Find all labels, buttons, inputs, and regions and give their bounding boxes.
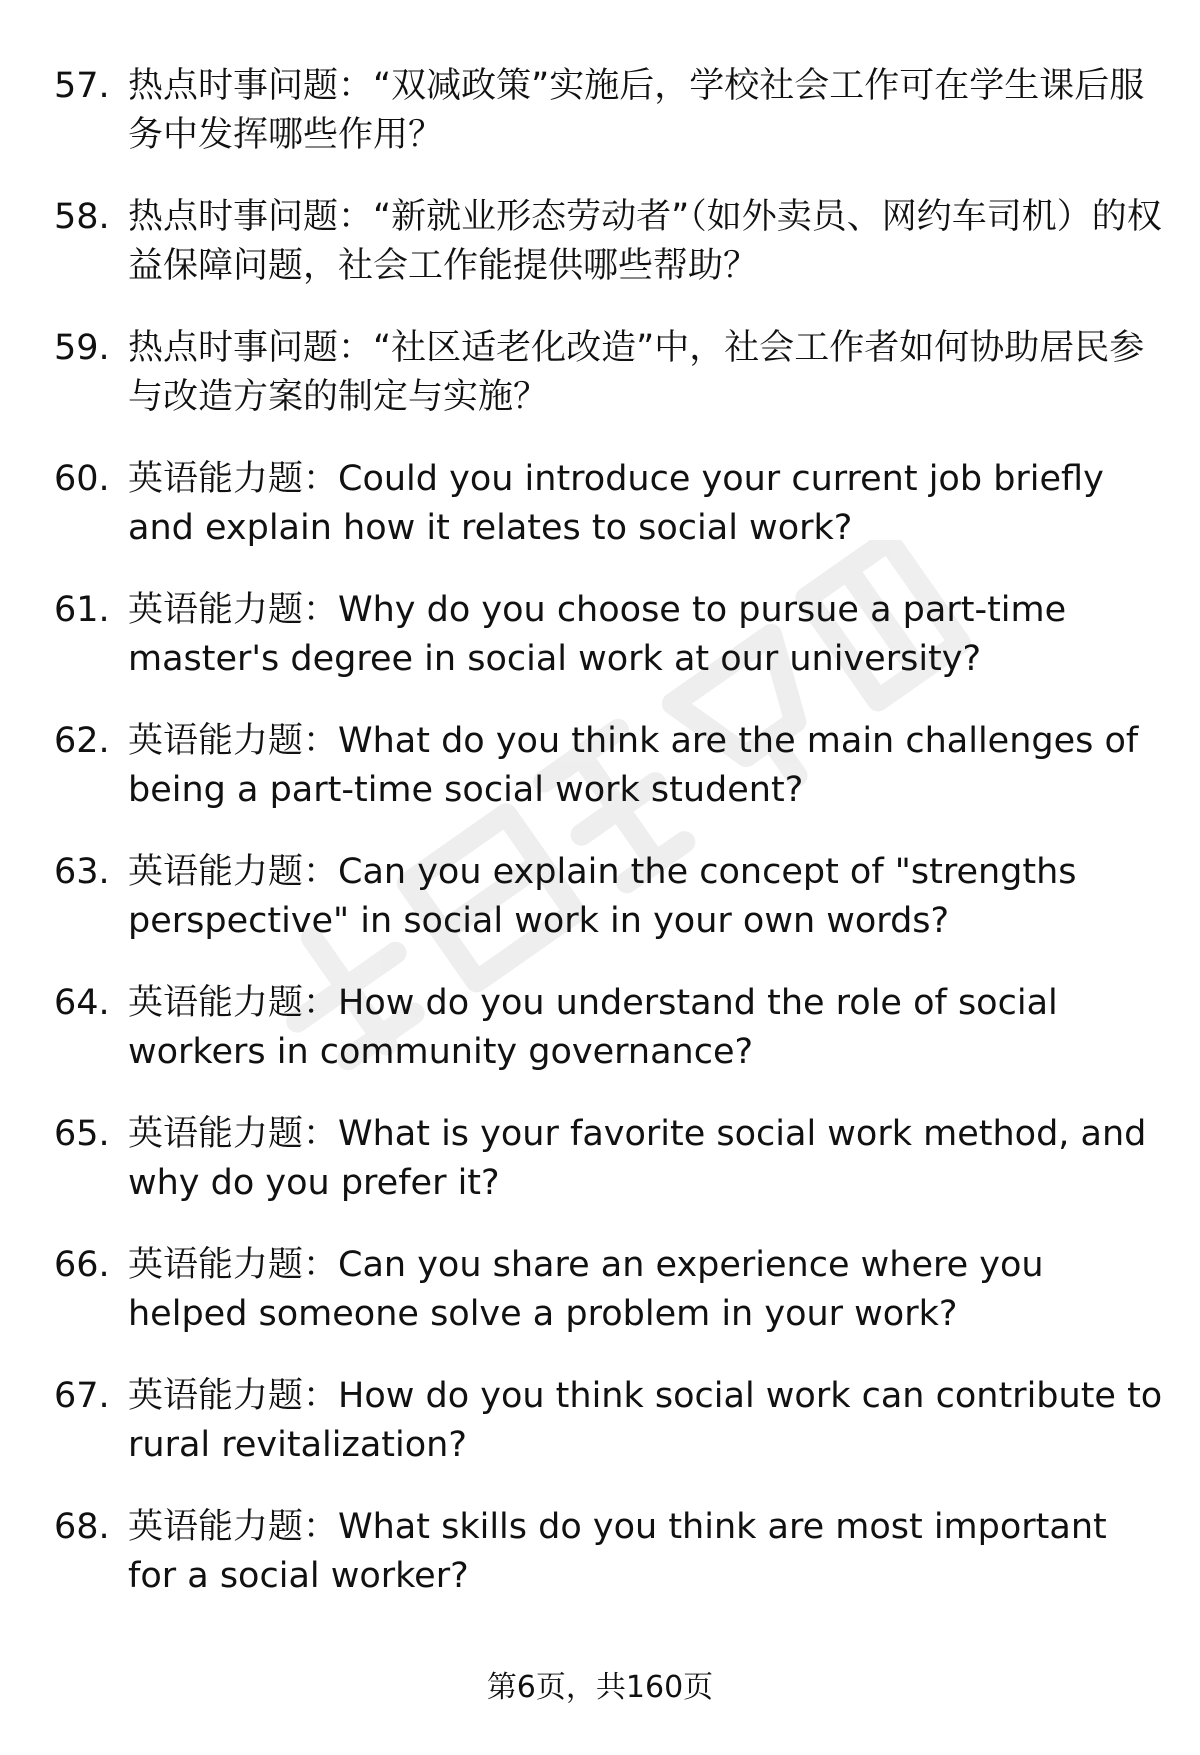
question-number: 63. [54, 852, 110, 892]
question-item [54, 1503, 1164, 1601]
question-text: 英语能力题：What do you think are the main challenges of being a part-time social work student? [128, 721, 1139, 810]
question-number: 64. [54, 983, 110, 1023]
question-number: 57. [54, 66, 110, 106]
question-item [54, 62, 1164, 160]
question-number: 60. [54, 459, 110, 499]
question-number: 59. [54, 328, 110, 368]
page-footer: 第6页，共160页 [486, 1670, 714, 1705]
question-item [54, 1241, 1164, 1339]
question-list [54, 62, 1164, 1634]
question-text: 英语能力题：Can you share an experience where you helped someone solve a problem in your work? [128, 1245, 1044, 1334]
question-text: 英语能力题：What is your favorite social work method, and why do you prefer it? [128, 1114, 1147, 1203]
question-item [54, 979, 1164, 1077]
question-number: 67. [54, 1376, 110, 1416]
question-item [54, 193, 1164, 291]
question-text: 英语能力题：Can you explain the concept of "strengths perspective" in social work in your own words? [128, 852, 1077, 941]
question-text: 热点时事问题：“新就业形态劳动者”（如外卖员、网约车司机）的权益保障问题，社会工作能提供哪些帮助？ [128, 197, 1162, 286]
question-number: 66. [54, 1245, 110, 1285]
question-item [54, 324, 1164, 422]
question-text: 英语能力题：How do you understand the role of social workers in community governance? [128, 983, 1058, 1072]
question-item [54, 717, 1164, 815]
question-number: 61. [54, 590, 110, 630]
question-number: 65. [54, 1114, 110, 1154]
question-number: 68. [54, 1507, 110, 1547]
question-item [54, 455, 1164, 553]
question-text: 热点时事问题：“双减政策”实施后，学校社会工作可在学生课后服务中发挥哪些作用？ [128, 66, 1145, 155]
question-item [54, 848, 1164, 946]
question-item [54, 586, 1164, 684]
question-item [54, 1110, 1164, 1208]
question-text: 热点时事问题：“社区适老化改造”中，社会工作者如何协助居民参与改造方案的制定与实施？ [128, 328, 1145, 417]
question-item [54, 1372, 1164, 1470]
question-text: 英语能力题：What skills do you think are most important for a social worker? [128, 1507, 1107, 1596]
question-number: 58. [54, 197, 110, 237]
question-text: 英语能力题：Why do you choose to pursue a part-time master's degree in social work at our university? [128, 590, 1067, 679]
question-number: 62. [54, 721, 110, 761]
question-text: 英语能力题：How do you think social work can contribute to rural revitalization? [128, 1376, 1163, 1465]
question-text: 英语能力题：Could you introduce your current job briefly and explain how it relates to social work? [128, 459, 1104, 548]
